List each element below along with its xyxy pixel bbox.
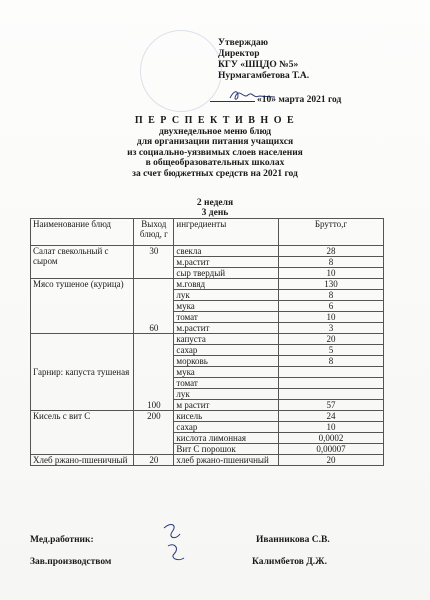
ingredient-cell: м.растит: [174, 323, 279, 334]
table-row: [31, 411, 384, 422]
footer-nurse: [30, 535, 400, 545]
gross-cell: [278, 378, 383, 389]
ingredient-cell: мука: [174, 367, 279, 378]
ingredient-cell: сахар: [174, 345, 279, 356]
gross-cell: 24: [278, 411, 383, 422]
ingredient-cell: лук: [174, 290, 279, 301]
ingredient-cell: свекла: [174, 246, 279, 257]
dish-name-cell: Хлеб ржано-пшеничный: [31, 455, 134, 466]
gross-cell: 8: [278, 356, 383, 367]
dish-name-cell: Салат свекольный с сыром: [31, 246, 134, 279]
gross-cell: 8: [278, 290, 383, 301]
dish-output-cell: 60: [134, 279, 174, 334]
header-ingredients: ингредиенты: [174, 219, 279, 246]
nurse-name: Иванникова С.В.: [256, 535, 330, 545]
approval-date-line: [210, 95, 360, 105]
gross-cell: 20: [278, 455, 383, 466]
dish-output-cell: 200: [134, 411, 174, 455]
ingredient-cell: томат: [174, 312, 279, 323]
dish-output-cell: 30: [134, 246, 174, 279]
gross-cell: 5: [278, 345, 383, 356]
manager-name: Калимбетов Д.Ж.: [252, 557, 327, 567]
manager-label: Зав.производством: [30, 557, 112, 567]
ingredient-cell: лук: [174, 389, 279, 400]
menu-table: [30, 218, 384, 466]
approval-line-org: КГУ «ШЦДО №5»: [218, 60, 299, 70]
approval-line-approve: Утверждаю: [218, 38, 268, 48]
dish-name-cell: Кисель с вит С: [31, 411, 134, 455]
title-line-5: в общеобразовательных школах: [145, 158, 285, 168]
dish-output-cell: 100: [134, 334, 174, 411]
gross-cell: 20: [278, 334, 383, 345]
ingredient-cell: хлеб ржано-пшеничный: [174, 455, 279, 466]
header-gross: Брутто,г: [278, 219, 383, 246]
gross-cell: 28: [278, 246, 383, 257]
gross-cell: 10: [278, 422, 383, 433]
title-line-4: из социально-уязвимых слоев населения: [127, 147, 303, 158]
gross-cell: 10: [278, 312, 383, 323]
gross-cell: [278, 367, 383, 378]
ingredient-cell: Вит С порошок: [174, 444, 279, 455]
title-main: П Е Р С П Е К Т И В Н О Е: [134, 115, 296, 126]
approval-line-position: Директор: [218, 49, 260, 59]
header-output: Выход блюд, г: [134, 219, 174, 246]
ingredient-cell: томат: [174, 378, 279, 389]
day-label: 3 день: [201, 208, 229, 218]
gross-cell: 130: [278, 279, 383, 290]
gross-cell: 57: [278, 400, 383, 411]
approval-date: «10» марта 2021 год: [257, 95, 342, 105]
ingredient-cell: морковь: [174, 356, 279, 367]
table-row: [31, 246, 384, 257]
ingredient-cell: сыр твердый: [174, 268, 279, 279]
approval-block: [218, 38, 309, 82]
dish-name-cell: Гарнир: капуста тушеная: [31, 334, 134, 411]
header-dish: Наименование блюд: [31, 219, 134, 246]
gross-cell: [278, 389, 383, 400]
ingredient-cell: капуста: [174, 334, 279, 345]
ingredient-cell: мука: [174, 301, 279, 312]
title-line-6: за счет бюджетных средств на 2021 год: [132, 168, 298, 179]
gross-cell: 3: [278, 323, 383, 334]
gross-cell: 10: [278, 268, 383, 279]
dish-output-cell: 20: [134, 455, 174, 466]
ingredient-cell: м.говяд: [174, 279, 279, 290]
table-row: [31, 334, 384, 345]
table-row: [31, 455, 384, 466]
table-header-row: [31, 219, 384, 246]
ingredient-cell: кисель: [174, 411, 279, 422]
gross-cell: 0,0002: [278, 433, 383, 444]
footer-manager: [30, 557, 400, 567]
title-line-3: для организации питания учащихся: [136, 137, 294, 147]
approval-line-name: Нурмагамбетова Т.А.: [218, 71, 310, 81]
ingredient-cell: м растит: [174, 400, 279, 411]
gross-cell: 8: [278, 257, 383, 268]
table-row: [31, 279, 384, 290]
week-label: 2 неделя: [196, 198, 234, 208]
ingredient-cell: сахар: [174, 422, 279, 433]
signature-blank: [210, 101, 255, 102]
week-day-block: [0, 198, 430, 218]
table-body: [31, 246, 384, 466]
ingredient-cell: м.растит: [174, 257, 279, 268]
gross-cell: 0,00007: [278, 444, 383, 455]
dish-name-cell: Мясо тушеное (курица): [31, 279, 134, 334]
nurse-label: Мед.работник:: [30, 535, 94, 545]
title-block: [0, 116, 430, 179]
ingredient-cell: кислота лимонная: [174, 433, 279, 444]
title-line-2: двухнедельное меню блюд: [158, 126, 272, 137]
gross-cell: 6: [278, 301, 383, 312]
